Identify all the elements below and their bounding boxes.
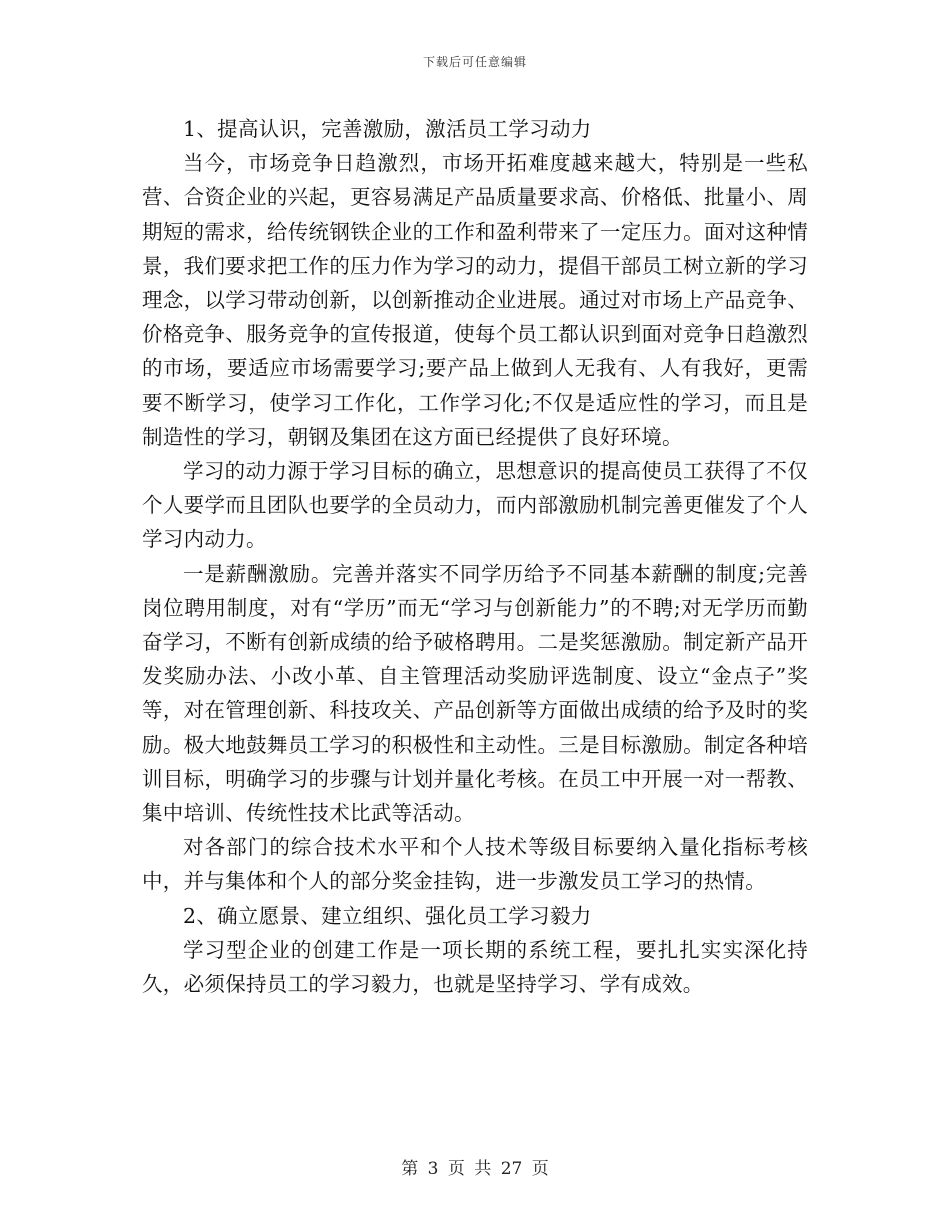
paragraph-market-competition: 当今，市场竞争日趋激烈，市场开拓难度越来越大，特别是一些私营、合资企业的兴起，更容易满足产品质量要求高、价格低、批量小、周期短的需求，给传统钢铁企业的工作和盈利带来了一定压力。面对这种情景，我们要求把工作的压力作为学习的动力，提倡干部员工树立新的学习理念，以学习带动创新，以创新推动企业进展。通过对市场上产品竞争、价格竞争、服务竞争的宣传报道，使每个员工都认识到面对竞争日趋激烈的市场，要适应市场需要学习;要产品上做到人无我有、人有我好，更需要不断学习，使学习工作化，工作学习化;不仅是适应性的学习，而且是制造性的学习，朝钢及集团在这方面已经提供了良好环境。 xyxy=(142,151,808,449)
page-number: 第 3 页 共 27 页 xyxy=(401,1159,549,1179)
document-body xyxy=(142,112,808,1001)
paragraph-learning-enterprise: 学习型企业的创建工作是一项长期的系统工程，要扎扎实实深化持久，必须保持员工的学习毅力，也就是坚持学习、学有成效。 xyxy=(142,937,808,997)
section-heading-1: 1、提高认识，完善激励，激活员工学习动力 xyxy=(183,117,592,141)
paragraph-incentives: 一是薪酬激励。完善并落实不同学历给予不同基本薪酬的制度;完善岗位聘用制度，对有“学历”而无“学习与创新能力”的不聘;对无学历而勤奋学习，不断有创新成绩的给予破格聘用。二是奖惩激励。制定新产品开发奖励办法、小改小革、自主管理活动奖励评选制度、设立“金点子”奖等，对在管理创新、科技攻关、产品创新等方面做出成绩的给予及时的奖励。极大地鼓舞员工学习的积极性和主动性。三是目标激励。制定各种培训目标，明确学习的步骤与计划并量化考核。在员工中开展一对一帮教、集中培训、传统性技术比武等活动。 xyxy=(142,561,808,826)
paragraph-assessment: 对各部门的综合技术水平和个人技术等级目标要纳入量化指标考核中，并与集体和个人的部分奖金挂钩，进一步激发员工学习的热情。 xyxy=(142,835,808,894)
section-heading-2: 2、确立愿景、建立组织、强化员工学习毅力 xyxy=(183,903,592,928)
paragraph-learning-motivation: 学习的动力源于学习目标的确立，思想意识的提高使员工获得了不仅个人要学而且团队也要学的全员动力，而内部激励机制完善更催发了个人学习内动力。 xyxy=(142,459,808,552)
header-note: 下载后可任意编辑 xyxy=(422,55,527,69)
